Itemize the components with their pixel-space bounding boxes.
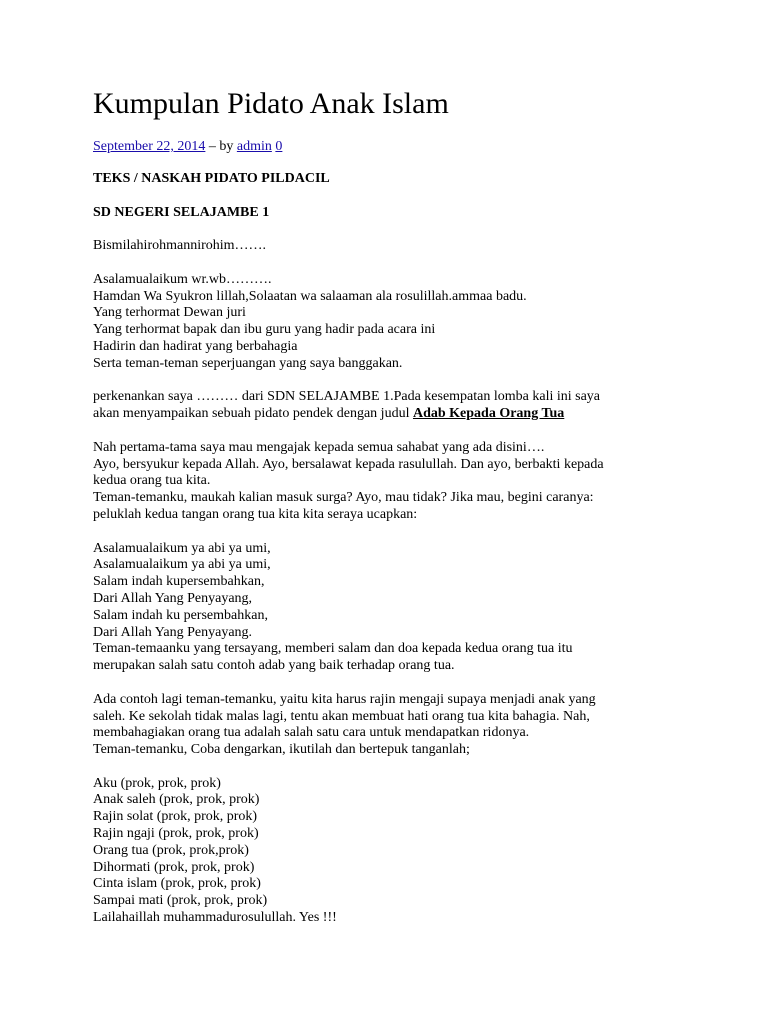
paragraph-line: Ada contoh lagi teman-temanku, yaitu kita harus rajin mengaji supaya menjadi anak yang — [93, 691, 596, 707]
author-link[interactable]: admin — [236, 139, 272, 154]
chant-block — [93, 776, 693, 927]
article-body — [93, 171, 693, 944]
bismillah-line: Bismilahirohmannirohim……. — [93, 238, 267, 254]
opening-paragraph — [93, 272, 693, 373]
paragraph-line: Nah pertama-tama saya mau mengajak kepada semua sahabat yang ada disini…. — [93, 439, 545, 455]
paragraph-line: saleh. Ke sekolah tidak malas lagi, tentu akan membuat hati orang tua kita bahagia. Nah, — [93, 708, 590, 724]
opening-line: Yang terhormat bapak dan ibu guru yang hadir pada acara ini — [93, 322, 436, 338]
paragraph-line: kedua orang tua kita. — [93, 473, 211, 489]
chant-line: Dihormati (prok, prok, prok) — [93, 859, 255, 875]
page-title: Kumpulan Pidato Anak Islam — [93, 87, 449, 120]
paragraph-line: Teman-temanku, maukah kalian masuk surga? Ayo, mau tidak? Jika mau, begini caranya: — [93, 490, 594, 506]
comments-link[interactable]: 0 — [275, 139, 283, 154]
intro-line — [93, 406, 693, 423]
paragraph-line: peluklah kedua tangan orang tua kita kita seraya ucapkan: — [93, 506, 418, 522]
paragraph-line: Ayo, bersyukur kepada Allah. Ayo, bersalawat kepada rasulullah. Dan ayo, berbakti kepada — [93, 456, 604, 472]
opening-line: Yang terhormat Dewan juri — [93, 305, 246, 321]
paragraph-line: Teman-temanku, Coba dengarkan, ikutilah dan bertepuk tanganlah; — [93, 742, 470, 758]
chant-line: Anak saleh (prok, prok, prok) — [93, 792, 260, 808]
chant-line: Rajin ngaji (prok, prok, prok) — [93, 826, 259, 842]
poem-line: Dari Allah Yang Penyayang. — [93, 624, 253, 640]
chant-line: Rajin solat (prok, prok, prok) — [93, 809, 258, 825]
chant-line: Cinta islam (prok, prok, prok) — [93, 876, 261, 892]
poem-line: Dari Allah Yang Penyayang, — [93, 590, 253, 606]
intro-line: perkenankan saya ……… dari SDN SELAJAMBE 1.Pada kesempatan lomba kali ini saya — [93, 389, 601, 405]
poem-line: merupakan salah satu contoh adab yang baik terhadap orang tua. — [93, 658, 455, 674]
chant-line: Lailahaillah muhammadurosulullah. Yes !!! — [93, 910, 337, 926]
chant-line: Orang tua (prok, prok,prok) — [93, 842, 249, 858]
chant-line: Sampai mati (prok, prok, prok) — [93, 893, 268, 909]
poem-line: Asalamualaikum ya abi ya umi, — [93, 540, 271, 556]
poem-1 — [93, 541, 693, 675]
chant-line: Aku (prok, prok, prok) — [93, 775, 221, 791]
opening-line: Hamdan Wa Syukron lillah,Solaatan wa salaaman ala rosulillah.ammaa badu. — [93, 288, 527, 304]
opening-line: Asalamualaikum wr.wb………. — [93, 271, 272, 287]
paragraph-line: membahagiakan orang tua adalah salah satu cara untuk mendapatkan ridonya. — [93, 725, 530, 741]
poem-line: Teman-temaanku yang tersayang, memberi salam dan doa kepada kedua orang tua itu — [93, 641, 573, 657]
poem-line: Asalamualaikum ya abi ya umi, — [93, 557, 271, 573]
poem-line: Salam indah kupersembahkan, — [93, 574, 265, 590]
post-date-link[interactable]: September 22, 2014 — [93, 139, 206, 154]
by-text: – by — [205, 139, 237, 154]
heading-teks-pidato: TEKS / NASKAH PIDATO PILDACIL — [93, 171, 330, 186]
heading-school: SD NEGERI SELAJAMBE 1 — [93, 204, 270, 220]
intro-line-prefix: akan menyampaikan sebuah pidato pendek dengan judul — [93, 406, 413, 422]
poem-line: Salam indah ku persembahkan, — [93, 607, 268, 623]
paragraph-1 — [93, 440, 693, 524]
intro-paragraph — [93, 389, 693, 423]
post-meta — [93, 137, 282, 156]
paragraph-2 — [93, 692, 693, 759]
opening-line: Hadirin dan hadirat yang berbahagia — [93, 338, 298, 354]
opening-line: Serta teman-teman seperjuangan yang saya banggakan. — [93, 355, 403, 371]
speech-title: Adab Kepada Orang Tua — [412, 406, 565, 422]
